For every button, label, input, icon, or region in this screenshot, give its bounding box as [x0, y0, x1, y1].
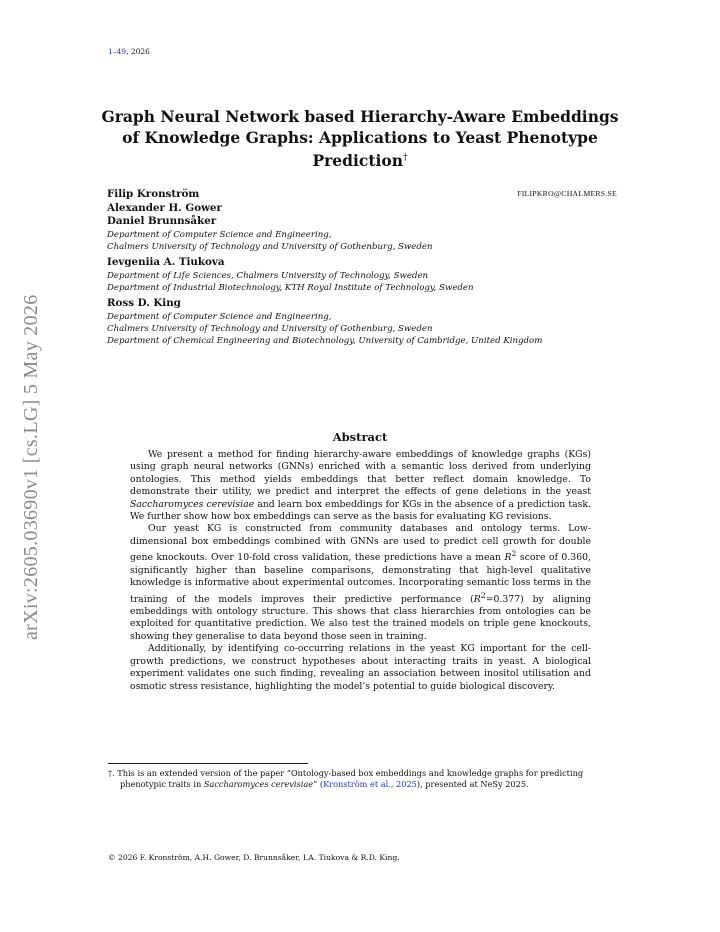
author-affiliation: Chalmers University of Technology and University of Gothenburg, Sweden — [107, 241, 433, 252]
footnote-rule — [108, 763, 308, 764]
abstract-text: Our yeast KG is constructed from community databases and ontology terms. Low-dimensional box embeddings combined with GNNs are used to predict cell growth for double gene knockouts. Over 10-fold cross validation, these predictions have a mean — [130, 523, 591, 564]
author-name: Alexander H. Gower — [107, 201, 222, 214]
abstract-paragraph — [130, 449, 591, 523]
abstract-text: =0.377) by aligning embeddings with ontology structure. This shows that class hierarchies from ontologies can be exploited for quantitative prediction. We also test the trained models on triple gene knockouts, showing they generalise to data beyond those seen in training. — [130, 593, 591, 642]
page-range-header — [108, 47, 150, 56]
author-email[interactable]: FILIPKRO@CHALMERS.SE — [517, 189, 617, 198]
author-affiliation: Chalmers University of Technology and University of Gothenburg, Sweden — [107, 323, 433, 334]
author-block — [107, 188, 617, 348]
abstract-text: and learn box embeddings for KGs in the absence of a prediction task. We further show how box embeddings can serve as the basis for evaluating KG revisions. — [130, 498, 591, 523]
citation-link[interactable]: Kronström et al., 2025 — [323, 779, 417, 790]
title-footnote-mark: † — [403, 153, 408, 163]
header-year: , 2026 — [126, 47, 150, 56]
author-name: Ross D. King — [107, 297, 181, 310]
species-name: Saccharomyces cerevisiae — [130, 498, 255, 510]
arxiv-identifier: arXiv:2605.03690v1 [cs.LG] 5 May 2026 — [20, 294, 42, 640]
author-name: Daniel Brunnsåker — [107, 215, 217, 227]
abstract-paragraph: Additionally, by identifying co-occurring relations in the yeast KG important for the cell-growth predictions, we construct hypotheses about interacting traits in yeast. A biological experiment validates one such finding, revealing an association between inositol utilisation and osmotic stress resistance, highlighting the model’s potential to guide biological discovery. — [130, 643, 591, 692]
author-name: Filip Kronström — [107, 188, 200, 200]
author-affiliation: Department of Chemical Engineering and Biotechnology, University of Cambridge, United Kingdom — [107, 336, 543, 347]
author-name: Ievgeniia A. Tiukova — [107, 256, 225, 269]
abstract-text: We present a method for finding hierarchy-aware embeddings of knowledge graphs (KGs) using graph neural networks (GNNs) enriched with a semantic loss derived from underlying ontologies. This method yields embeddings that better reflect domain knowledge. To demonstrate their utility, we predict and interpret the effects of gene deletions in the yeast — [130, 449, 591, 498]
author-affiliation: Department of Computer Science and Engineering, — [107, 311, 332, 322]
abstract-heading: Abstract — [332, 430, 388, 444]
copyright-notice: © 2026 F. Kronström, A.H. Gower, D. Brunnsåker, I.A. Tiukova & R.D. King. — [108, 853, 400, 862]
abstract-paragraph: Our yeast KG is constructed from community databases and ontology terms. Low-dimensional box embeddings combined with GNNs are used to predict cell growth for double gene knockouts. Over 10-fold cross validation, these predictions have a mean $R^2$ score of 0.360, significantly higher than baseline comparisons, demonstrating that high-level qualitative knowledge is informative about experimental outcomes. Incorporating semantic loss terms in the training of the models improves their predictive performance $(R^2=0.377)$ by aligning embeddings with ontology structure. This shows that class hierarchies from ontologies can be exploited for quantitative prediction. We also test the trained models on triple gene knockouts, showing they generalise to data beyond those seen in training. — [130, 523, 591, 642]
author-affiliation: Department of Life Sciences, Chalmers University of Technology, Sweden — [107, 270, 429, 281]
footnote-text: ), presented at NeSy 2025. — [416, 779, 529, 790]
footnote-mark: †. — [108, 768, 115, 778]
paper-title-text: Graph Neural Network based Hierarchy-Aware Embeddings of Knowledge Graphs: Applications to Yeast Phenotype Prediction — [101, 107, 619, 171]
r2-symbol: R — [504, 552, 512, 564]
author-affiliation: Department of Industrial Biotechnology, KTH Royal Institute of Technology, Sweden — [107, 282, 474, 293]
footnote-text: This is an extended version of the paper “Ontology-based box embeddings and knowledge graphs for predicting phenotypic traits in — [114, 768, 584, 790]
abstract-text: score of 0.360, significantly higher than baseline comparisons, demonstrating that high-level qualitative knowledge is informative about experimental outcomes. Incorporating semantic loss terms in the training of the models improves their predictive performance ( — [130, 552, 591, 605]
footnote — [108, 768, 616, 791]
page-range-link[interactable]: 1–49 — [108, 47, 127, 56]
author-affiliation: Department of Computer Science and Engineering, — [107, 229, 332, 240]
species-name: Saccharomyces cerevisiae — [203, 779, 314, 790]
paper-title — [100, 106, 620, 171]
r2-symbol: R — [473, 593, 481, 605]
abstract-body — [130, 449, 591, 693]
footnote-text: ” ( — [313, 779, 324, 790]
